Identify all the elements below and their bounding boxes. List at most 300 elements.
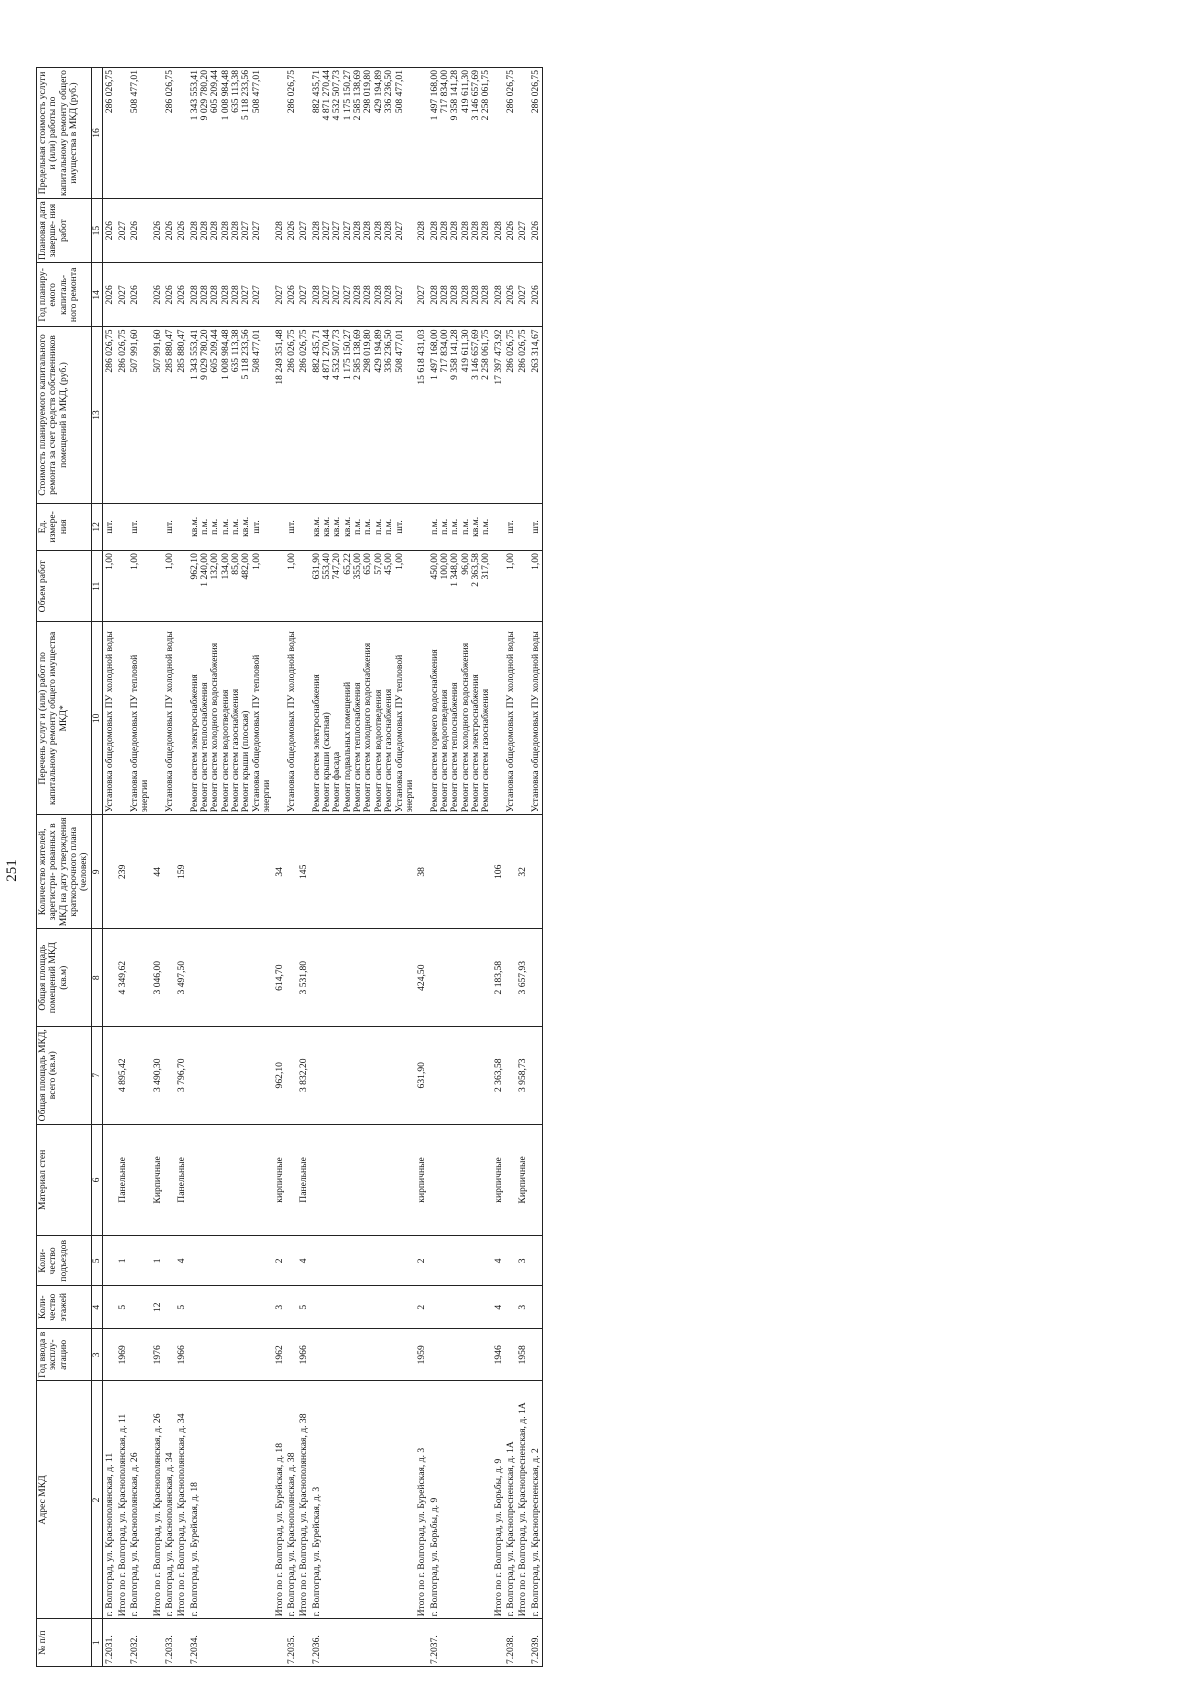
table-row xyxy=(274,68,286,1667)
unit-cell-line: п.м. xyxy=(449,518,461,535)
completion-year-cell-line: 2028 xyxy=(219,221,231,241)
address-cell-line: Итого по г. Волгоград, ул. Краснополянская, д. 34 xyxy=(176,1413,188,1617)
completion-year-cell-line: 2027 xyxy=(298,221,310,241)
address-cell xyxy=(274,1381,286,1619)
completion-year-cell-line: 2026 xyxy=(104,221,116,241)
row-number: 7.2034. xyxy=(189,1619,274,1667)
address-cell-line: Итого по г. Волгоград, ул. Бурейская, д. 18 xyxy=(273,1443,285,1617)
table-row xyxy=(298,68,310,1667)
premises-area-cell: 2 183,58 xyxy=(493,929,505,1027)
header-cell: Общая площадь помещений МКД (кв.м) xyxy=(37,929,92,1027)
total-area-cell xyxy=(429,1026,493,1124)
works-cell xyxy=(493,622,505,815)
limit-cost-cell-line: 336 236,50 xyxy=(383,70,395,114)
table-row xyxy=(129,68,152,1667)
wall-material-cell xyxy=(286,1124,298,1236)
works-cell xyxy=(164,622,176,815)
works-cell-line: Ремонт крыши (плоская) xyxy=(240,710,252,813)
limit-cost-cell xyxy=(129,68,152,199)
column-number: 3 xyxy=(91,1329,102,1381)
repair-year-cell-line: 2028 xyxy=(438,285,450,305)
repair-year-cell-line: 2028 xyxy=(188,285,200,305)
premises-area-cell: 4 349,62 xyxy=(117,929,129,1027)
volume-cell-line: 355,00 xyxy=(352,553,364,580)
works-cell-line: Установка общедомовых ПУ тепловой энергии xyxy=(128,654,151,813)
repair-year-cell xyxy=(129,263,152,327)
completion-year-cell xyxy=(416,198,428,262)
completion-year-cell-line: 2028 xyxy=(383,221,395,241)
address-cell-line: Итого по г. Волгоград, ул. Краснополянская, д. 26 xyxy=(151,1413,163,1617)
works-cell xyxy=(152,622,164,815)
entrances-cell: 2 xyxy=(416,1236,428,1286)
total-area-cell: 2 363,58 xyxy=(493,1026,505,1124)
column-number: 15 xyxy=(91,198,102,262)
cost-cell-line: 635 113,38 xyxy=(230,329,242,373)
entrances-cell xyxy=(103,1236,117,1286)
limit-cost-cell-line: 1 497 168,00 xyxy=(428,70,440,121)
premises-area-cell xyxy=(103,929,117,1027)
residents-cell: 159 xyxy=(176,815,188,929)
unit-cell-line: шт. xyxy=(529,520,541,534)
volume-cell-line: 962,10 xyxy=(188,553,200,580)
works-cell-line: Ремонт систем теплоснабжения xyxy=(449,682,461,813)
year-cell: 1966 xyxy=(298,1329,310,1381)
residents-cell: 34 xyxy=(274,815,286,929)
residents-cell: 145 xyxy=(298,815,310,929)
repair-year-cell-line: 2027 xyxy=(240,285,252,305)
limit-cost-cell xyxy=(311,68,417,199)
works-cell-line: Ремонт систем теплоснабжения xyxy=(352,682,364,813)
repair-year-cell-line: 2028 xyxy=(480,285,492,305)
entrances-cell xyxy=(164,1236,176,1286)
unit-cell xyxy=(103,503,117,551)
limit-cost-cell-line: 2 258 061,75 xyxy=(480,70,492,121)
column-number: 11 xyxy=(91,551,102,622)
cost-cell-line: 17 397 473,92 xyxy=(492,329,504,385)
completion-year-cell-line: 2026 xyxy=(163,221,175,241)
address-cell-line: Итого по г. Волгоград, ул. Краснополянская, д. 11 xyxy=(116,1413,128,1617)
row-number: 7.2035. xyxy=(286,1619,298,1667)
header-cell: Год планиру- емого капиталь- ного ремонта xyxy=(37,263,92,327)
cost-cell-line: 419 611,30 xyxy=(459,329,471,373)
table-row xyxy=(117,68,129,1667)
unit-cell xyxy=(129,503,152,551)
unit-cell xyxy=(274,503,286,551)
year-cell xyxy=(129,1329,152,1381)
unit-cell-line: кв.м. xyxy=(341,516,353,537)
year-cell: 1958 xyxy=(517,1329,529,1381)
volume-cell-line: 45,00 xyxy=(383,553,395,575)
unit-cell-line: шт. xyxy=(505,520,517,534)
limit-cost-cell xyxy=(505,68,517,199)
repair-year-cell-line: 2028 xyxy=(199,285,211,305)
row-number xyxy=(517,1619,529,1667)
premises-area-cell xyxy=(530,929,543,1027)
unit-cell-line: п.м. xyxy=(438,518,450,535)
limit-cost-cell-line: 508 477,01 xyxy=(393,70,405,114)
repair-year-cell-line: 2028 xyxy=(372,285,384,305)
header-cell: Материал стен xyxy=(37,1124,92,1236)
floors-cell: 2 xyxy=(416,1286,428,1329)
volume-cell xyxy=(429,551,493,622)
table-row xyxy=(152,68,164,1667)
repair-year-cell-line: 2027 xyxy=(341,285,353,305)
floors-cell xyxy=(311,1286,417,1329)
header-cell: Год ввода в эксплу- атацию xyxy=(37,1329,92,1381)
completion-year-cell-line: 2028 xyxy=(480,221,492,241)
unit-cell-line: п.м. xyxy=(383,518,395,535)
capital-repair-table xyxy=(36,67,543,1667)
volume-cell xyxy=(129,551,152,622)
row-number xyxy=(298,1619,310,1667)
residents-cell xyxy=(429,815,493,929)
volume-cell xyxy=(505,551,517,622)
residents-cell xyxy=(311,815,417,929)
premises-area-cell: 3 531,80 xyxy=(298,929,310,1027)
total-area-cell xyxy=(505,1026,517,1124)
limit-cost-cell-line: 3 146 657,69 xyxy=(470,70,482,121)
completion-year-cell xyxy=(274,198,286,262)
cost-cell-line: 717 834,00 xyxy=(438,329,450,373)
column-number: 14 xyxy=(91,263,102,327)
year-cell: 1976 xyxy=(152,1329,164,1381)
limit-cost-cell-line: 605 209,44 xyxy=(209,70,221,114)
residents-cell: 38 xyxy=(416,815,428,929)
limit-cost-cell xyxy=(286,68,298,199)
residents-cell xyxy=(164,815,176,929)
entrances-cell xyxy=(505,1236,517,1286)
repair-year-cell-line: 2028 xyxy=(219,285,231,305)
volume-cell-line: 1,00 xyxy=(505,553,517,570)
row-number: 7.2037. xyxy=(429,1619,493,1667)
works-cell xyxy=(429,622,493,815)
completion-year-cell-line: 2028 xyxy=(209,221,221,241)
cost-cell xyxy=(274,327,286,503)
completion-year-cell-line: 2028 xyxy=(416,221,428,241)
column-number: 4 xyxy=(91,1286,102,1329)
header-cell: Стоимость планируемого капитального ремонта за счет средств собственников помещений в МКД, (руб.) xyxy=(37,327,92,503)
premises-area-cell xyxy=(505,929,517,1027)
cost-cell xyxy=(286,327,298,503)
repair-year-cell xyxy=(429,263,493,327)
unit-cell-line: шт. xyxy=(285,520,297,534)
completion-year-cell-line: 2027 xyxy=(240,221,252,241)
column-number: 1 xyxy=(91,1619,102,1667)
works-cell-line: Ремонт систем водоотведения xyxy=(438,689,450,813)
cost-cell xyxy=(429,327,493,503)
completion-year-cell-line: 2028 xyxy=(352,221,364,241)
cost-cell-line: 1 008 984,48 xyxy=(219,329,231,380)
premises-area-cell xyxy=(429,929,493,1027)
residents-cell xyxy=(286,815,298,929)
limit-cost-cell-line: 1 343 553,41 xyxy=(188,70,200,121)
unit-cell-line: п.м. xyxy=(199,518,211,535)
residents-cell xyxy=(530,815,543,929)
total-area-cell: 3 490,30 xyxy=(152,1026,164,1124)
residents-cell: 239 xyxy=(117,815,129,929)
floors-cell: 5 xyxy=(176,1286,188,1329)
total-area-cell: 3 958,73 xyxy=(517,1026,529,1124)
repair-year-cell-line: 2028 xyxy=(470,285,482,305)
row-number xyxy=(416,1619,428,1667)
table-row xyxy=(530,68,543,1667)
entrances-cell: 2 xyxy=(274,1236,286,1286)
address-cell-line: Итого по г. Волгоград, ул. Борьбы, д. 9 xyxy=(492,1458,504,1617)
limit-cost-cell xyxy=(152,68,164,199)
unit-cell xyxy=(311,503,417,551)
cost-cell xyxy=(493,327,505,503)
unit-cell xyxy=(152,503,164,551)
repair-year-cell xyxy=(152,263,164,327)
limit-cost-cell xyxy=(164,68,176,199)
completion-year-cell-line: 2028 xyxy=(188,221,200,241)
repair-year-cell-line: 2028 xyxy=(209,285,221,305)
wall-material-cell: Кирпичные xyxy=(517,1124,529,1236)
limit-cost-cell-line: 882 435,71 xyxy=(310,70,322,114)
volume-cell xyxy=(152,551,164,622)
cost-cell-line: 286 026,75 xyxy=(505,329,517,373)
column-number: 7 xyxy=(91,1026,102,1124)
residents-cell: 44 xyxy=(152,815,164,929)
wall-material-cell xyxy=(505,1124,517,1236)
unit-cell-line: п.м. xyxy=(209,518,221,535)
volume-cell-line: 1 240,00 xyxy=(199,553,211,587)
row-number xyxy=(274,1619,286,1667)
address-cell-line: г. Волгоград, ул. Краснопресненская, д. 1А xyxy=(505,1441,517,1617)
wall-material-cell xyxy=(164,1124,176,1236)
volume-cell-line: 1,00 xyxy=(393,553,405,570)
volume-cell-line: 1,00 xyxy=(250,553,262,570)
completion-year-cell-line: 2026 xyxy=(505,221,517,241)
row-number: 7.2032. xyxy=(129,1619,152,1667)
repair-year-cell-line: 2026 xyxy=(285,285,297,305)
row-number: 7.2038. xyxy=(505,1619,517,1667)
cost-cell-line: 1 175 150,27 xyxy=(341,329,353,380)
limit-cost-cell xyxy=(117,68,129,199)
works-cell xyxy=(311,622,417,815)
works-cell-line: Ремонт систем водоотведения xyxy=(219,689,231,813)
wall-material-cell: Панельные xyxy=(298,1124,310,1236)
address-cell xyxy=(129,1381,152,1619)
total-area-cell: 4 895,42 xyxy=(117,1026,129,1124)
address-cell xyxy=(103,1381,117,1619)
address-cell-line: Итого по г. Волгоград, ул. Бурейская, д. 3 xyxy=(416,1447,428,1617)
header-cell: Плановая дата заверше- ния работ xyxy=(37,198,92,262)
address-cell xyxy=(429,1381,493,1619)
total-area-cell xyxy=(189,1026,274,1124)
works-cell xyxy=(517,622,529,815)
row-number: 7.2031. xyxy=(103,1619,117,1667)
limit-cost-cell-line: 419 611,30 xyxy=(459,70,471,113)
address-cell xyxy=(189,1381,274,1619)
repair-year-cell-line: 2027 xyxy=(320,285,332,305)
volume-cell-line: 65,22 xyxy=(341,553,353,575)
premises-area-cell: 3 046,00 xyxy=(152,929,164,1027)
volume-cell xyxy=(117,551,129,622)
repair-year-cell-line: 2026 xyxy=(163,285,175,305)
limit-cost-cell xyxy=(189,68,274,199)
repair-year-cell-line: 2027 xyxy=(393,285,405,305)
unit-cell-line: п.м. xyxy=(459,518,471,535)
address-cell-line: г. Волгоград, ул. Бурейская, д. 3 xyxy=(310,1486,322,1617)
wall-material-cell: кирпичные xyxy=(493,1124,505,1236)
completion-year-cell xyxy=(311,198,417,262)
address-cell xyxy=(493,1381,505,1619)
cost-cell xyxy=(298,327,310,503)
cost-cell-line: 4 871 270,44 xyxy=(320,329,332,380)
repair-year-cell-line: 2027 xyxy=(331,285,343,305)
unit-cell-line: кв.м. xyxy=(320,516,332,537)
limit-cost-cell-line: 717 834,00 xyxy=(438,70,450,114)
cost-cell-line: 4 532 507,73 xyxy=(331,329,343,380)
completion-year-cell xyxy=(530,198,543,262)
completion-year-cell-line: 2028 xyxy=(362,221,374,241)
limit-cost-cell-line: 4 871 270,44 xyxy=(320,70,332,121)
completion-year-cell-line: 2028 xyxy=(470,221,482,241)
completion-year-cell-line: 2028 xyxy=(199,221,211,241)
completion-year-cell-line: 2027 xyxy=(341,221,353,241)
limit-cost-cell xyxy=(530,68,543,199)
repair-year-cell-line: 2028 xyxy=(449,285,461,305)
repair-year-cell xyxy=(493,263,505,327)
limit-cost-cell-line: 1 175 150,27 xyxy=(341,70,353,121)
floors-cell: 5 xyxy=(298,1286,310,1329)
premises-area-cell: 3 657,93 xyxy=(517,929,529,1027)
works-cell-line: Ремонт крыши (скатная) xyxy=(320,712,332,813)
row-number: 7.2036. xyxy=(311,1619,417,1667)
repair-year-cell-line: 2026 xyxy=(529,285,541,305)
limit-cost-cell-line: 5 118 233,56 xyxy=(240,70,252,121)
cost-cell-line: 605 209,44 xyxy=(209,329,221,373)
year-cell: 1969 xyxy=(117,1329,129,1381)
premises-area-cell xyxy=(286,929,298,1027)
table-row xyxy=(493,68,505,1667)
limit-cost-cell xyxy=(429,68,493,199)
completion-year-cell-line: 2027 xyxy=(331,221,343,241)
unit-cell-line: кв.м. xyxy=(470,516,482,537)
address-cell-line: Итого по г. Волгоград, ул. Краснополянская, д. 38 xyxy=(298,1413,310,1617)
works-cell-line: Ремонт систем водоотведения xyxy=(372,689,384,813)
volume-cell-line: 1,00 xyxy=(529,553,541,570)
row-number xyxy=(493,1619,505,1667)
repair-year-cell-line: 2028 xyxy=(428,285,440,305)
volume-cell-line: 1 348,00 xyxy=(449,553,461,587)
unit-cell xyxy=(416,503,428,551)
table-row xyxy=(286,68,298,1667)
year-cell xyxy=(164,1329,176,1381)
cost-cell-line: 286 026,75 xyxy=(298,329,310,373)
repair-year-cell-line: 2026 xyxy=(505,285,517,305)
floors-cell: 5 xyxy=(117,1286,129,1329)
premises-area-cell: 3 497,50 xyxy=(176,929,188,1027)
unit-cell-line: кв.м. xyxy=(331,516,343,537)
unit-cell xyxy=(530,503,543,551)
row-number xyxy=(152,1619,164,1667)
repair-year-cell xyxy=(298,263,310,327)
limit-cost-cell-line: 9 029 780,20 xyxy=(199,70,211,121)
repair-year-cell xyxy=(416,263,428,327)
works-cell-line: Ремонт систем холодного водоснабжения xyxy=(459,642,471,813)
total-area-cell xyxy=(530,1026,543,1124)
volume-cell xyxy=(103,551,117,622)
column-number: 10 xyxy=(91,622,102,815)
limit-cost-cell xyxy=(416,68,428,199)
year-cell: 1966 xyxy=(176,1329,188,1381)
cost-cell-line: 507 991,60 xyxy=(128,329,140,373)
premises-area-cell: 614,70 xyxy=(274,929,286,1027)
header-cell: № п/п xyxy=(37,1619,92,1667)
header-cell: Коли- чество этажей xyxy=(37,1286,92,1329)
repair-year-cell xyxy=(103,263,117,327)
limit-cost-cell-line: 508 477,01 xyxy=(128,70,140,114)
year-cell: 1959 xyxy=(416,1329,428,1381)
table-header xyxy=(37,68,103,1667)
premises-area-cell xyxy=(189,929,274,1027)
floors-cell xyxy=(429,1286,493,1329)
address-cell xyxy=(517,1381,529,1619)
completion-year-cell-line: 2028 xyxy=(310,221,322,241)
volume-cell-line: 2 363,58 xyxy=(470,553,482,587)
entrances-cell xyxy=(286,1236,298,1286)
floors-cell xyxy=(103,1286,117,1329)
volume-cell-line: 85,00 xyxy=(230,553,242,575)
total-area-cell xyxy=(286,1026,298,1124)
cost-cell-line: 336 236,50 xyxy=(383,329,395,373)
cost-cell-line: 285 880,47 xyxy=(163,329,175,373)
entrances-cell: 1 xyxy=(152,1236,164,1286)
completion-year-cell-line: 2028 xyxy=(230,221,242,241)
completion-year-cell-line: 2026 xyxy=(151,221,163,241)
volume-cell xyxy=(274,551,286,622)
unit-cell xyxy=(517,503,529,551)
works-cell-line: Ремонт систем электроснабжения xyxy=(188,674,200,813)
row-number: 7.2033. xyxy=(164,1619,176,1667)
repair-year-cell xyxy=(530,263,543,327)
unit-cell xyxy=(286,503,298,551)
floors-cell xyxy=(129,1286,152,1329)
completion-year-cell xyxy=(176,198,188,262)
header-cell: Перечень услуг и (или) работ по капитальному ремонту общего имущества МКД* xyxy=(37,622,92,815)
table-row xyxy=(176,68,188,1667)
completion-year-cell xyxy=(517,198,529,262)
completion-year-cell-line: 2028 xyxy=(449,221,461,241)
limit-cost-cell-line: 286 026,75 xyxy=(104,70,116,114)
repair-year-cell-line: 2027 xyxy=(416,285,428,305)
floors-cell xyxy=(286,1286,298,1329)
limit-cost-cell-line: 298 019,80 xyxy=(362,70,374,114)
cost-cell-line: 1 343 553,41 xyxy=(188,329,200,380)
volume-cell xyxy=(530,551,543,622)
repair-year-cell-line: 2028 xyxy=(352,285,364,305)
cost-cell-line: 507 991,60 xyxy=(151,329,163,373)
year-cell xyxy=(429,1329,493,1381)
wall-material-cell: кирпичные xyxy=(416,1124,428,1236)
repair-year-cell xyxy=(117,263,129,327)
unit-cell xyxy=(429,503,493,551)
completion-year-cell xyxy=(103,198,117,262)
entrances-cell xyxy=(429,1236,493,1286)
works-cell xyxy=(103,622,117,815)
unit-cell xyxy=(298,503,310,551)
unit-cell-line: п.м. xyxy=(230,518,242,535)
works-cell-line: Установка общедомовых ПУ холодной воды xyxy=(104,631,116,813)
rotated-document-page xyxy=(0,47,1140,1694)
header-cell: Объем работ xyxy=(37,551,92,622)
volume-cell xyxy=(286,551,298,622)
entrances-cell: 4 xyxy=(298,1236,310,1286)
completion-year-cell-line: 2027 xyxy=(517,221,529,241)
repair-year-cell xyxy=(274,263,286,327)
